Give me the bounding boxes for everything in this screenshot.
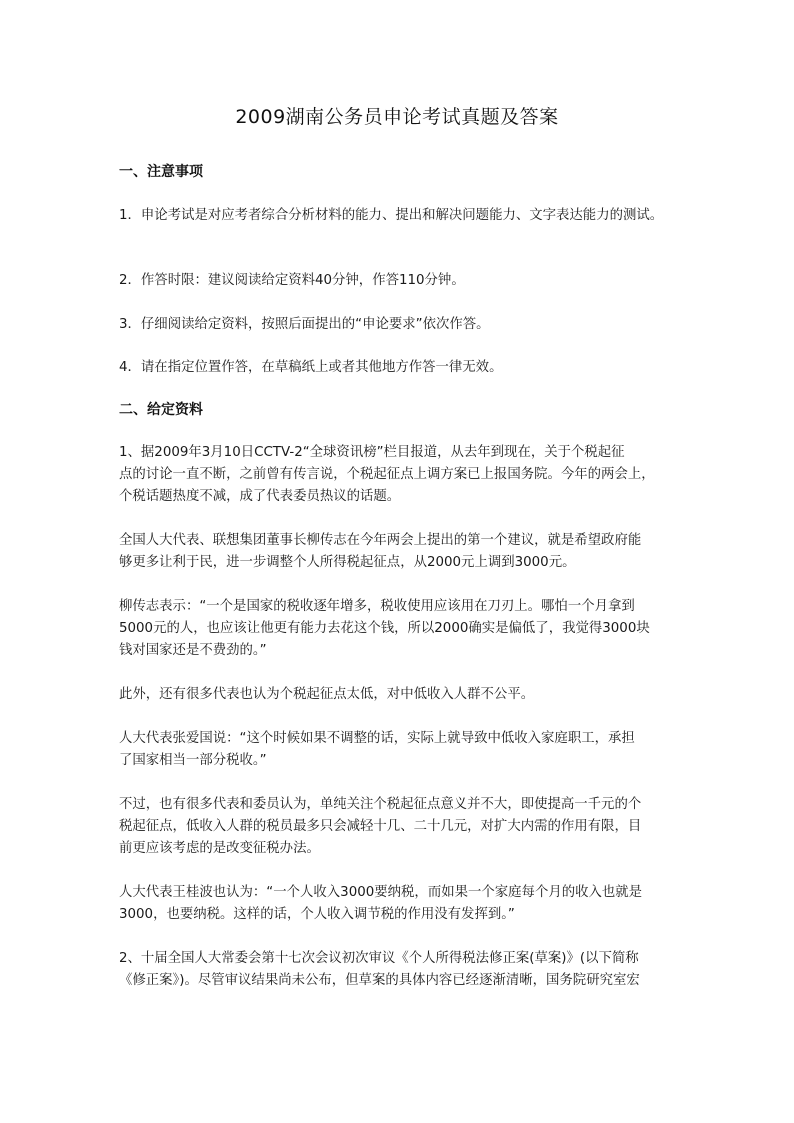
text-line: 人大代表王桂波也认为：“一个人收入3000要纳税，而如果一个家庭每个月的收入也就是 bbox=[119, 885, 643, 900]
text-line: 此外，还有很多代表也认为个税起征点太低，对中低收入人群不公平。 bbox=[119, 687, 535, 702]
section-heading-materials: 二、给定资料 bbox=[119, 402, 203, 418]
notes-item-3 bbox=[119, 314, 694, 336]
section-heading-notes: 一、注意事项 bbox=[119, 164, 203, 180]
text-line: 5000元的人，也应该让他更有能力去花这个钱，所以2000确实是偏低了，我觉得3000块 bbox=[119, 621, 650, 636]
text-line: 点的讨论一直不断，之前曾有传言说，个税起征点上调方案已上报国务院。今年的两会上， bbox=[119, 467, 655, 482]
text-line: 《修正案》)。尽管审议结果尚未公布，但草案的具体内容已经逐渐清晰，国务院研究室宏 bbox=[119, 973, 640, 988]
text-line: 前更应该考虑的是改变征税办法。 bbox=[119, 841, 320, 856]
material-paragraph-8 bbox=[119, 948, 694, 992]
material-paragraph-7 bbox=[119, 882, 694, 926]
text-line: 不过，也有很多代表和委员认为，单纯关注个税起征点意义并不大，即使提高一千元的个 bbox=[119, 797, 642, 812]
text-line: 够更多让利于民，进一步调整个人所得税起征点，从2000元上调到3000元。 bbox=[119, 555, 576, 570]
material-paragraph-2 bbox=[119, 530, 694, 574]
material-paragraph-1 bbox=[119, 442, 694, 508]
text-line: 1．申论考试是对应考者综合分析材料的能力、提出和解决问题能力、文字表达能力的测试。 bbox=[119, 208, 664, 223]
text-line: 1、据2009年3月10日CCTV-2“全球资讯榜”栏目报道，从去年到现在，关于个税起征 bbox=[119, 445, 625, 460]
notes-item-1 bbox=[119, 205, 719, 227]
text-line: 钱对国家还是不费劲的。” bbox=[119, 643, 267, 658]
text-line: 3．仔细阅读给定资料，按照后面提出的“申论要求”依次作答。 bbox=[119, 317, 490, 332]
text-line: 全国人大代表、联想集团董事长柳传志在今年两会上提出的第一个建议，就是希望政府能 bbox=[119, 533, 642, 548]
text-line: 人大代表张爱国说：“这个时候如果不调整的话，实际上就导致中低收入家庭职工，承担 bbox=[119, 731, 635, 746]
text-line: 税起征点，低收入人群的税员最多只会减轻十几、二十几元，对扩大内需的作用有限，目 bbox=[119, 819, 642, 834]
text-line: 了国家相当一部分税收。” bbox=[119, 753, 267, 768]
text-line: 2．作答时限：建议阅读给定资料40分钟，作答110分钟。 bbox=[119, 273, 465, 288]
text-line: 柳传志表示：“一个是国家的税收逐年增多，税收使用应该用在刀刃上。哪怕一个月拿到 bbox=[119, 599, 635, 614]
document-title: 2009湖南公务员申论考试真题及答案 bbox=[235, 106, 559, 128]
notes-item-4 bbox=[119, 357, 694, 379]
material-paragraph-6 bbox=[119, 794, 694, 860]
material-paragraph-5 bbox=[119, 728, 694, 772]
material-paragraph-3 bbox=[119, 596, 694, 662]
text-line: 4．请在指定位置作答，在草稿纸上或者其他地方作答一律无效。 bbox=[119, 360, 503, 375]
notes-item-2 bbox=[119, 270, 694, 292]
text-line: 3000，也要纳税。这样的话，个人收入调节税的作用没有发挥到。” bbox=[119, 907, 515, 922]
material-paragraph-4 bbox=[119, 684, 694, 706]
text-line: 个税话题热度不减，成了代表委员热议的话题。 bbox=[119, 489, 401, 504]
text-line: 2、十届全国人大常委会第十七次会议初次审议《个人所得税法修正案(草案)》(以下简称 bbox=[119, 951, 639, 966]
